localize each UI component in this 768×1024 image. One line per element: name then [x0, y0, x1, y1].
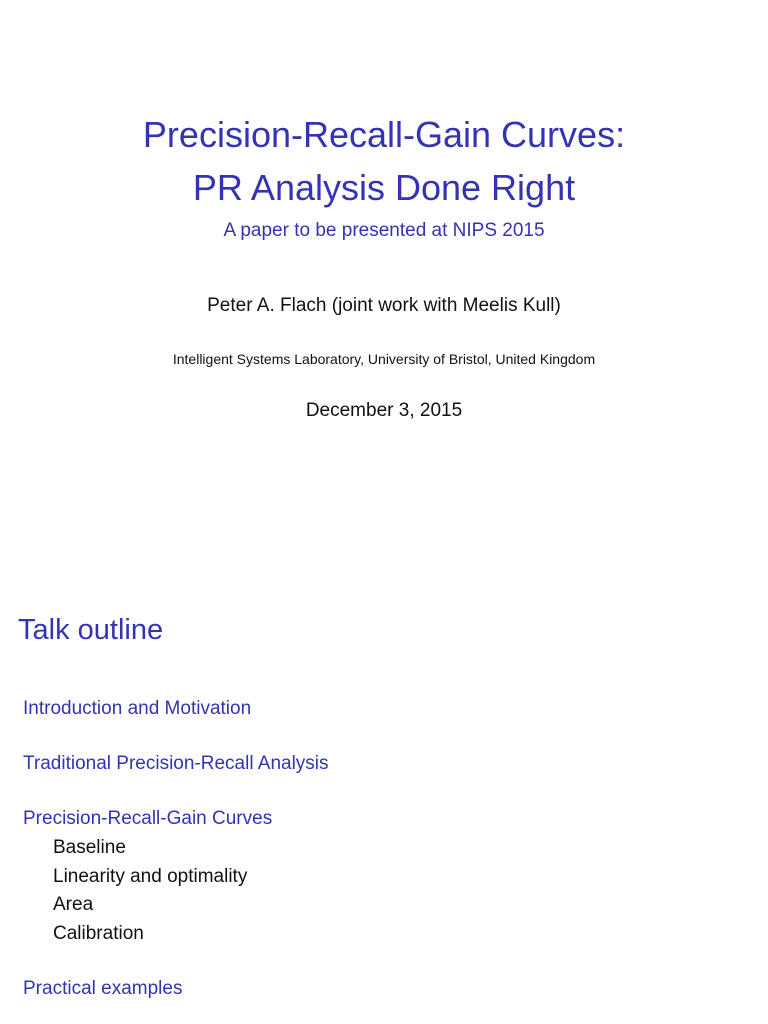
outline-slide: [0, 580, 768, 1024]
outline-heading: Talk outline: [18, 614, 164, 646]
subtitle: A paper to be presented at NIPS 2015: [223, 220, 545, 241]
author: Peter A. Flach (joint work with Meelis Kull): [207, 295, 561, 316]
institute: Intelligent Systems Laboratory, University of Bristol, United Kingdom: [172, 351, 596, 367]
outline-subsection-baseline[interactable]: Baseline: [53, 837, 126, 858]
outline-section-introduction[interactable]: Introduction and Motivation: [23, 698, 252, 719]
title-line-2: PR Analysis Done Right: [192, 167, 576, 208]
date: December 3, 2015: [305, 400, 463, 421]
title-line-1: Precision-Recall-Gain Curves:: [142, 114, 626, 155]
outline-section-traditional-pr[interactable]: Traditional Precision-Recall Analysis: [23, 753, 329, 774]
outline-section-prg-curves[interactable]: Precision-Recall-Gain Curves: [23, 808, 273, 829]
outline-subsection-area[interactable]: Area: [53, 894, 94, 915]
outline-section-practical-examples[interactable]: Practical examples: [23, 978, 183, 999]
outline-subsection-calibration[interactable]: Calibration: [53, 923, 144, 944]
outline-subsection-linearity[interactable]: Linearity and optimality: [53, 866, 248, 887]
